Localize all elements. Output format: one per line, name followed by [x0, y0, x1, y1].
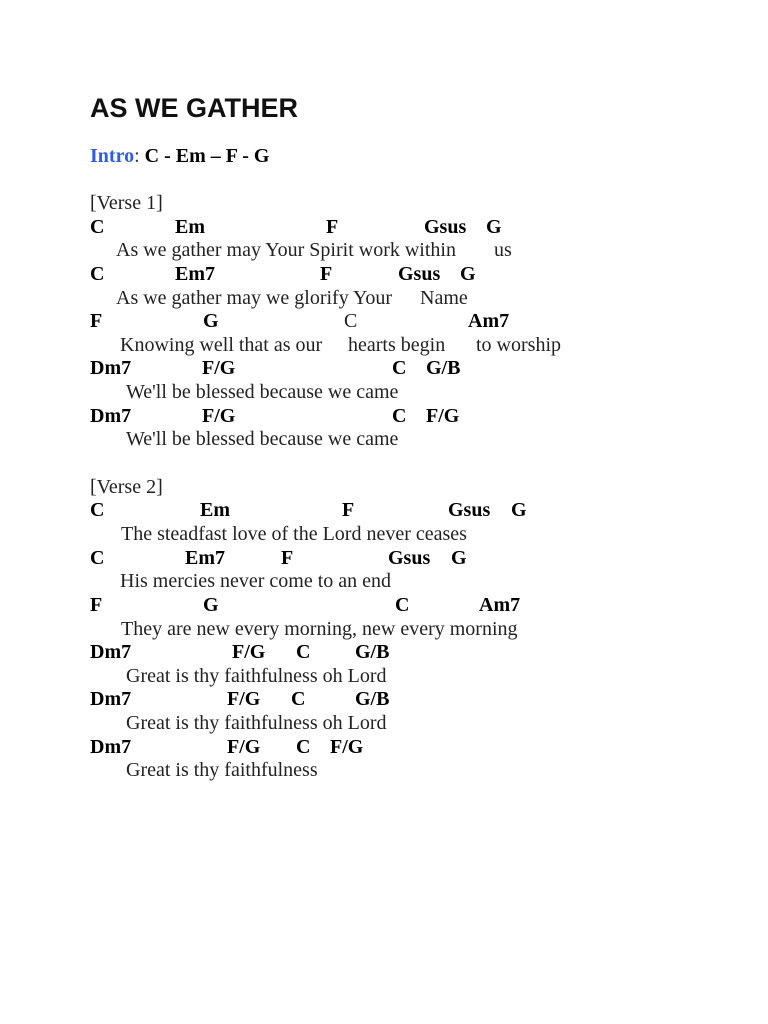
chord: Dm7: [90, 357, 132, 380]
section-heading-line: [0, 192, 768, 216]
lyric-text: Great is thy faithfulness oh Lord: [126, 664, 387, 687]
chord: G: [451, 546, 467, 569]
lyric-text: They are new every morning, new every morning: [121, 617, 518, 640]
lyric-line: [0, 428, 768, 452]
lyric-line: [0, 239, 768, 263]
song-title: AS WE GATHER: [90, 93, 298, 123]
chord: F/G: [232, 641, 266, 664]
lyric-line: [0, 618, 768, 642]
chord: F/G: [330, 735, 364, 758]
chord: F/G: [202, 357, 236, 380]
lyric-line: [0, 381, 768, 405]
chord: G: [486, 215, 502, 238]
chord: C: [90, 499, 105, 522]
lyric-text: As we gather may we glorify Your: [116, 286, 393, 309]
verse-1: [0, 192, 768, 452]
lyric-text: to worship: [476, 333, 561, 356]
lyric-text: As we gather may Your Spirit work within: [116, 239, 456, 262]
chord: Em7: [175, 262, 215, 285]
chord: Em7: [185, 546, 225, 569]
chord: Dm7: [90, 641, 132, 664]
chord: G/B: [355, 688, 390, 711]
chord-line: [0, 310, 768, 334]
lyric-line: [0, 287, 768, 311]
chord: F: [326, 215, 339, 238]
chord-line: [0, 357, 768, 381]
chord-line: [0, 547, 768, 571]
chord: G: [203, 593, 219, 616]
chord: C: [395, 593, 410, 616]
intro-chords: C - Em – F - G: [144, 145, 270, 167]
chord-line: [0, 216, 768, 240]
chord: F: [90, 593, 103, 616]
chord: Gsus: [448, 499, 491, 522]
chord-line: [0, 594, 768, 618]
chord: Em: [175, 215, 205, 238]
lyric-text: hearts begin: [348, 333, 446, 356]
chord-line: [0, 405, 768, 429]
lyric-line: [0, 523, 768, 547]
chord: Am7: [479, 593, 521, 616]
lyric-text: We'll be blessed because we came: [126, 428, 399, 451]
lyric-line: [0, 665, 768, 689]
lyric-text: Knowing well that as our: [120, 333, 323, 356]
chord-line: [0, 736, 768, 760]
lyric-line: [0, 334, 768, 358]
chord: F/G: [227, 735, 261, 758]
chord: F: [90, 310, 103, 333]
lyric-text: us: [494, 239, 512, 262]
lyric-text: The steadfast love of the Lord never ceases: [121, 522, 467, 545]
lyric-text: Great is thy faithfulness: [126, 759, 318, 782]
lyric-line: [0, 570, 768, 594]
chord: Dm7: [90, 404, 132, 427]
intro-label: Intro: [90, 145, 135, 167]
lyric-text: Name: [420, 286, 468, 309]
chord: Gsus: [398, 262, 441, 285]
chord: C: [90, 546, 105, 569]
lyric-line: [0, 759, 768, 783]
chord: Dm7: [90, 735, 132, 758]
chord: F/G: [202, 404, 236, 427]
chord: C: [392, 357, 407, 380]
chord: F/G: [426, 404, 460, 427]
lyric-text: We'll be blessed because we came: [126, 381, 399, 404]
chord-sheet: [0, 192, 768, 783]
chord: C: [296, 641, 311, 664]
chord: Am7: [468, 310, 510, 333]
chord-line: [0, 641, 768, 665]
intro-separator: :: [134, 145, 140, 167]
chord: C: [296, 735, 311, 758]
chord: C: [392, 404, 407, 427]
section-heading-line: [0, 476, 768, 500]
chord: F: [320, 262, 333, 285]
intro-line: [90, 144, 269, 168]
chord: F: [281, 546, 294, 569]
chord: C: [90, 262, 105, 285]
chord: F/G: [227, 688, 261, 711]
chord: Em: [200, 499, 230, 522]
chord-line: [0, 263, 768, 287]
lyric-line: [0, 712, 768, 736]
chord: Gsus: [388, 546, 431, 569]
chord: C: [344, 310, 358, 333]
section-heading: [Verse 1]: [90, 192, 163, 214]
chord: Dm7: [90, 688, 132, 711]
chord: Gsus: [424, 215, 467, 238]
chord: G: [511, 499, 527, 522]
chord-line: [0, 688, 768, 712]
chord: F: [342, 499, 355, 522]
verse-2: [0, 476, 768, 783]
chord: G: [203, 310, 219, 333]
chord: C: [291, 688, 306, 711]
chord: G/B: [426, 357, 461, 380]
chord-line: [0, 499, 768, 523]
chord: G: [460, 262, 476, 285]
section-heading: [Verse 2]: [90, 475, 163, 498]
lyric-text: Great is thy faithfulness oh Lord: [126, 712, 387, 735]
lyric-text: His mercies never come to an end: [120, 570, 392, 593]
chord: G/B: [355, 641, 390, 664]
chord: C: [90, 215, 105, 238]
